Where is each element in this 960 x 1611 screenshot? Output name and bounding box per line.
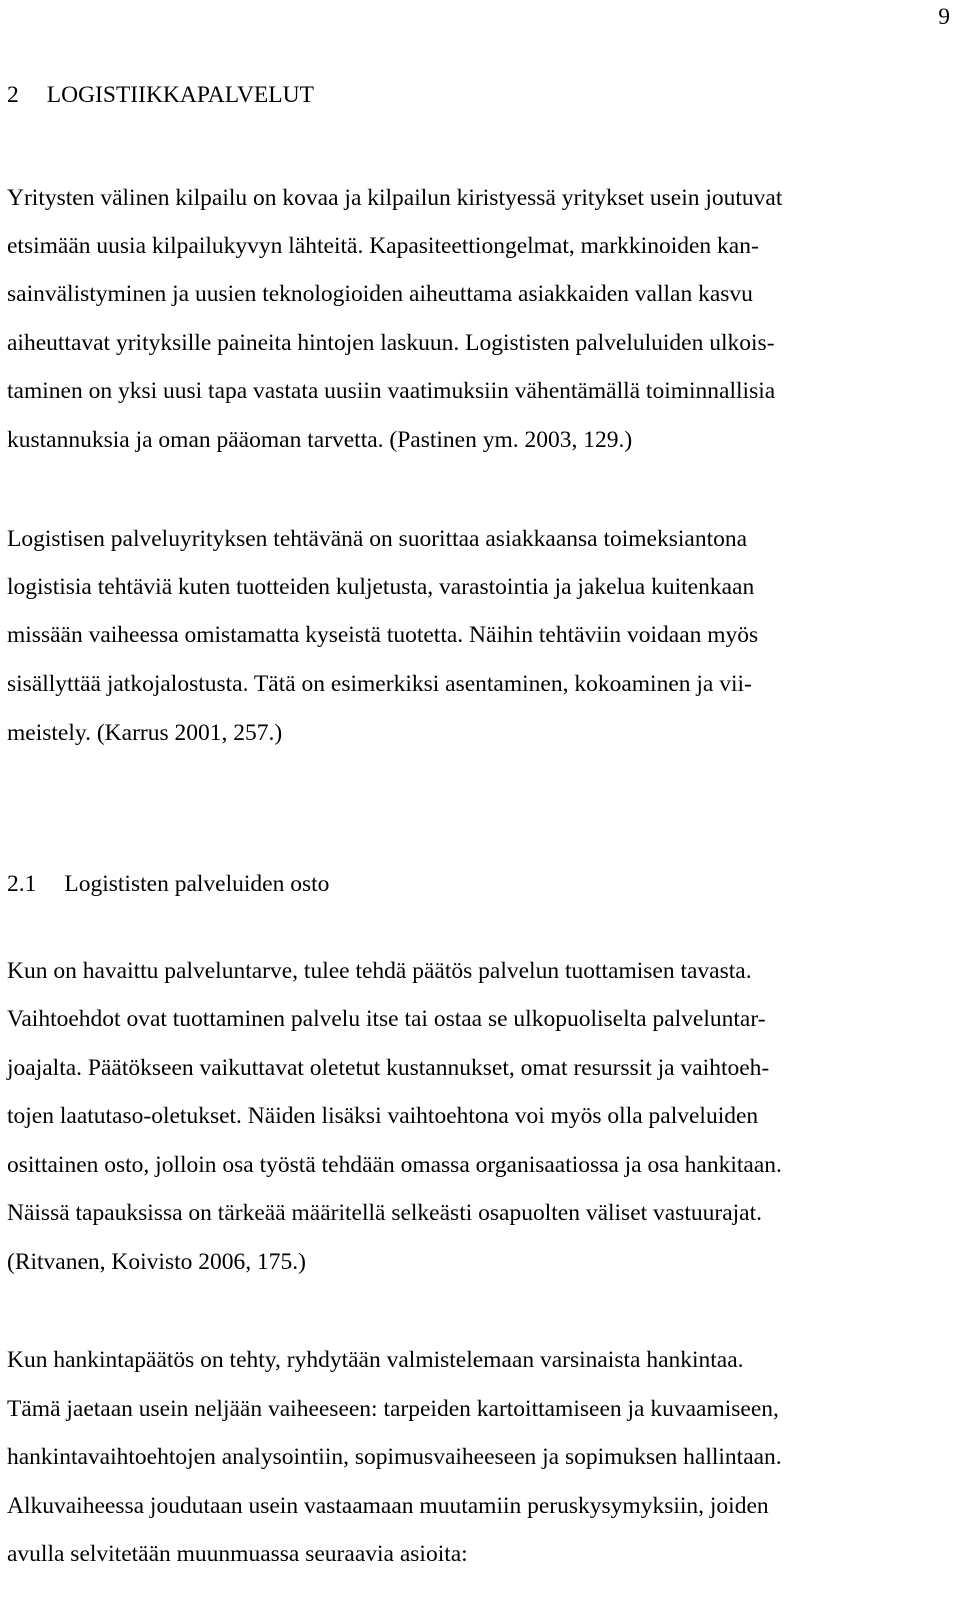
text-line: Alkuvaiheessa joudutaan usein vastaamaan muutamiin peruskysymyksiin, joiden [7, 1493, 769, 1519]
text-line: Vaihtoehdot ovat tuottaminen palvelu itse tai ostaa se ulkopuoliselta palveluntar- [7, 1006, 766, 1032]
text-line: avulla selvitetään muunmuassa seuraavia asioita: [7, 1541, 468, 1567]
text-line: Kun hankintapäätös on tehty, ryhdytään valmistelemaan varsinaista hankintaa. [7, 1347, 744, 1373]
text-line: joajalta. Päätökseen vaikuttavat oletetut kustannukset, omat resurssit ja vaihtoeh- [7, 1055, 770, 1081]
text-line: Tämä jaetaan usein neljään vaiheeseen: tarpeiden kartoittamiseen ja kuvaamiseen, [7, 1396, 779, 1422]
section-heading [7, 869, 329, 899]
text-line: osittainen osto, jolloin osa työstä tehdään omassa organisaatiossa ja osa hankitaan. [7, 1152, 782, 1178]
section-number: 2.1 [7, 871, 37, 897]
text-line: taminen on yksi uusi tapa vastata uusiin vaatimuksiin vähentämällä toiminnallisia [7, 378, 776, 404]
text-line: tojen laatutaso-oletukset. Näiden lisäksi vaihtoehtona voi myös olla palveluiden [7, 1103, 759, 1129]
section-title: Logististen palveluiden osto [64, 871, 330, 897]
text-line: Kun on havaittu palveluntarve, tulee tehdä päätös palvelun tuottamisen tavasta. [7, 958, 752, 984]
text-line: Yritysten välinen kilpailu on kovaa ja kilpailun kiristyessä yritykset usein joutuvat [7, 185, 783, 211]
text-line: Logistisen palveluyrityksen tehtävänä on suorittaa asiakkaansa toimeksiantona [7, 526, 748, 552]
text-line: hankintavaihtoehtojen analysointiin, sopimusvaiheeseen ja sopimuksen hallintaan. [7, 1444, 782, 1470]
text-line: missään vaiheessa omistamatta kyseistä tuotetta. Näihin tehtäviin voidaan myös [7, 622, 759, 648]
text-line: etsimään uusia kilpailukyvyn lähteitä. Kapasiteettiongelmat, markkinoiden kan- [7, 233, 759, 259]
text-line: Näissä tapauksissa on tärkeää määritellä selkeästi osapuolten väliset vastuurajat. [7, 1200, 763, 1226]
text-line: sainvälistyminen ja uusien teknologioiden aiheuttama asiakkaiden vallan kasvu [7, 281, 753, 307]
text-line: logistisia tehtäviä kuten tuotteiden kuljetusta, varastointia ja jakelua kuitenkaan [7, 574, 755, 600]
chapter-number: 2 [7, 82, 19, 108]
text-line: meistely. (Karrus 2001, 257.) [7, 720, 283, 746]
text-line: aiheuttavat yrityksille paineita hintojen laskuun. Logististen palveluluiden ulkois- [7, 330, 775, 356]
chapter-title: LOGISTIIKKAPALVELUT [46, 82, 314, 108]
chapter-heading [7, 80, 314, 110]
text-line: sisällyttää jatkojalostusta. Tätä on esimerkiksi asentaminen, kokoaminen ja vii- [7, 671, 752, 697]
text-line: (Ritvanen, Koivisto 2006, 175.) [7, 1249, 306, 1275]
text-line: kustannuksia ja oman pääoman tarvetta. (Pastinen ym. 2003, 129.) [7, 427, 633, 453]
page-number: 9 [938, 4, 950, 30]
